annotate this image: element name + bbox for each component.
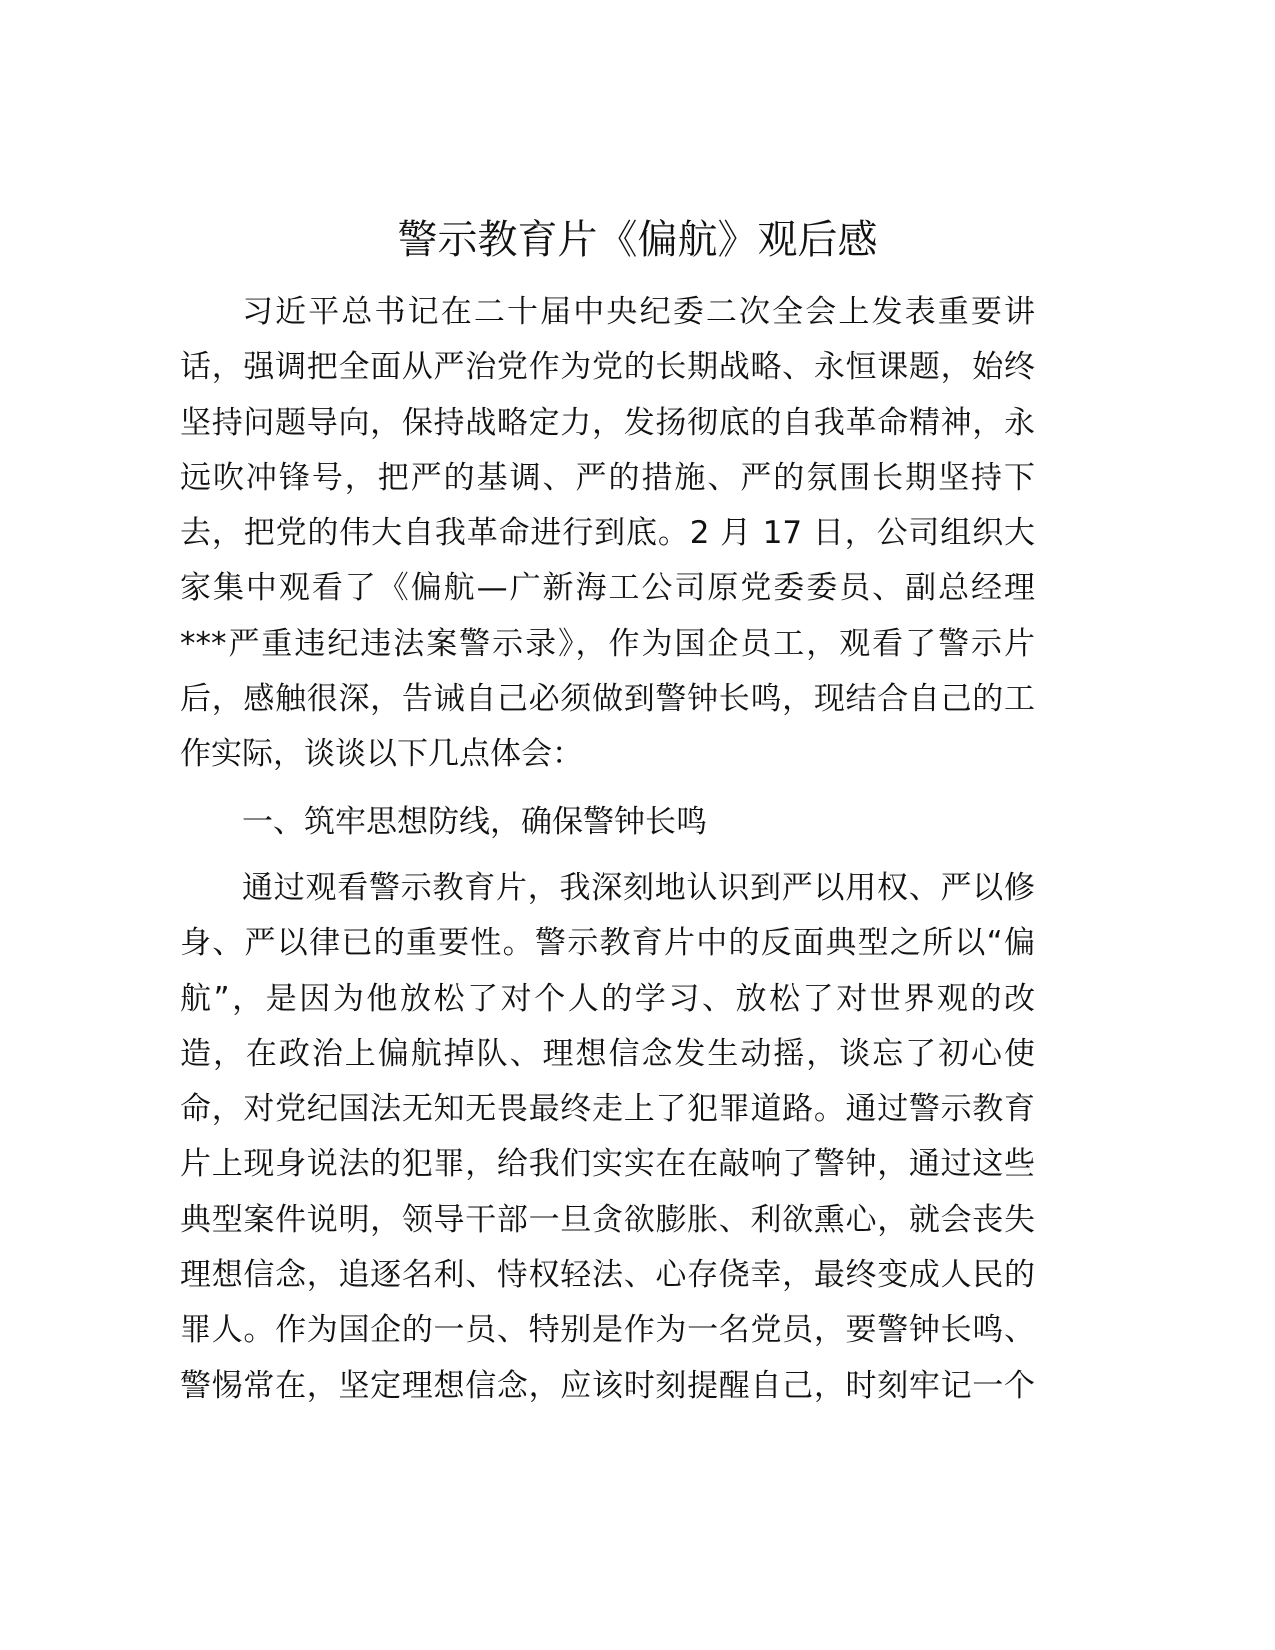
text-line: 坚持问题导向，保持战略定力，发扬彻底的自我革命精神，永 bbox=[180, 404, 1035, 441]
text-line: 命，对党纪国法无知无畏最终走上了犯罪道路。通过警示教育 bbox=[180, 1091, 1035, 1128]
text-line: 罪人。作为国企的一员、特别是作为一名党员，要警钟长鸣、 bbox=[180, 1312, 1035, 1349]
text-line: 典型案件说明，领导干部一旦贪欲膨胀、利欲熏心，就会丧失 bbox=[180, 1201, 1035, 1238]
text-line: 作实际，谈谈以下几点体会： bbox=[180, 736, 583, 773]
text-line: 家集中观看了《偏航—广新海工公司原党委委员、副总经理 bbox=[180, 570, 1035, 607]
text-line: 话，强调把全面从严治党作为党的长期战略、永恒课题，始终 bbox=[180, 349, 1035, 386]
text-line: 航”，是因为他放松了对个人的学习、放松了对世界观的改 bbox=[180, 980, 1035, 1017]
section-heading: 一、筑牢思想防线，确保警钟长鸣 bbox=[242, 804, 707, 840]
text-line: 通过观看警示教育片，我深刻地认识到严以用权、严以修 bbox=[242, 870, 1035, 906]
text-line: 警惕常在，坚定理想信念，应该时刻提醒自己，时刻牢记一个 bbox=[180, 1367, 1035, 1404]
text-line: 身、严以律已的重要性。警示教育片中的反面典型之所以“偏 bbox=[180, 925, 1035, 962]
text-line: 理想信念，追逐名利、恃权轻法、心存侥幸，最终变成人民的 bbox=[180, 1257, 1035, 1294]
document-title: 警示教育片《偏航》观后感 bbox=[397, 217, 878, 263]
text-line: 片上现身说法的犯罪，给我们实实在在敲响了警钟，通过这些 bbox=[180, 1146, 1035, 1183]
text-line: ***严重违纪违法案警示录》，作为国企员工，观看了警示片 bbox=[180, 625, 1035, 662]
text-line: 造，在政治上偏航掉队、理想信念发生动摇，谈忘了初心使 bbox=[180, 1035, 1035, 1072]
text-line: 远吹冲锋号，把严的基调、严的措施、严的氛围长期坚持下 bbox=[180, 459, 1035, 496]
text-line: 去，把党的伟大自我革命进行到底。2 月 17 日，公司组织大 bbox=[180, 515, 1035, 552]
paragraph-section1 bbox=[180, 861, 1035, 1414]
paragraph-intro bbox=[180, 285, 1035, 783]
text-line: 后，感触很深，告诫自己必须做到警钟长鸣，现结合自己的工 bbox=[180, 681, 1035, 718]
text-line: 习近平总书记在二十届中央纪委二次全会上发表重要讲 bbox=[242, 294, 1035, 330]
